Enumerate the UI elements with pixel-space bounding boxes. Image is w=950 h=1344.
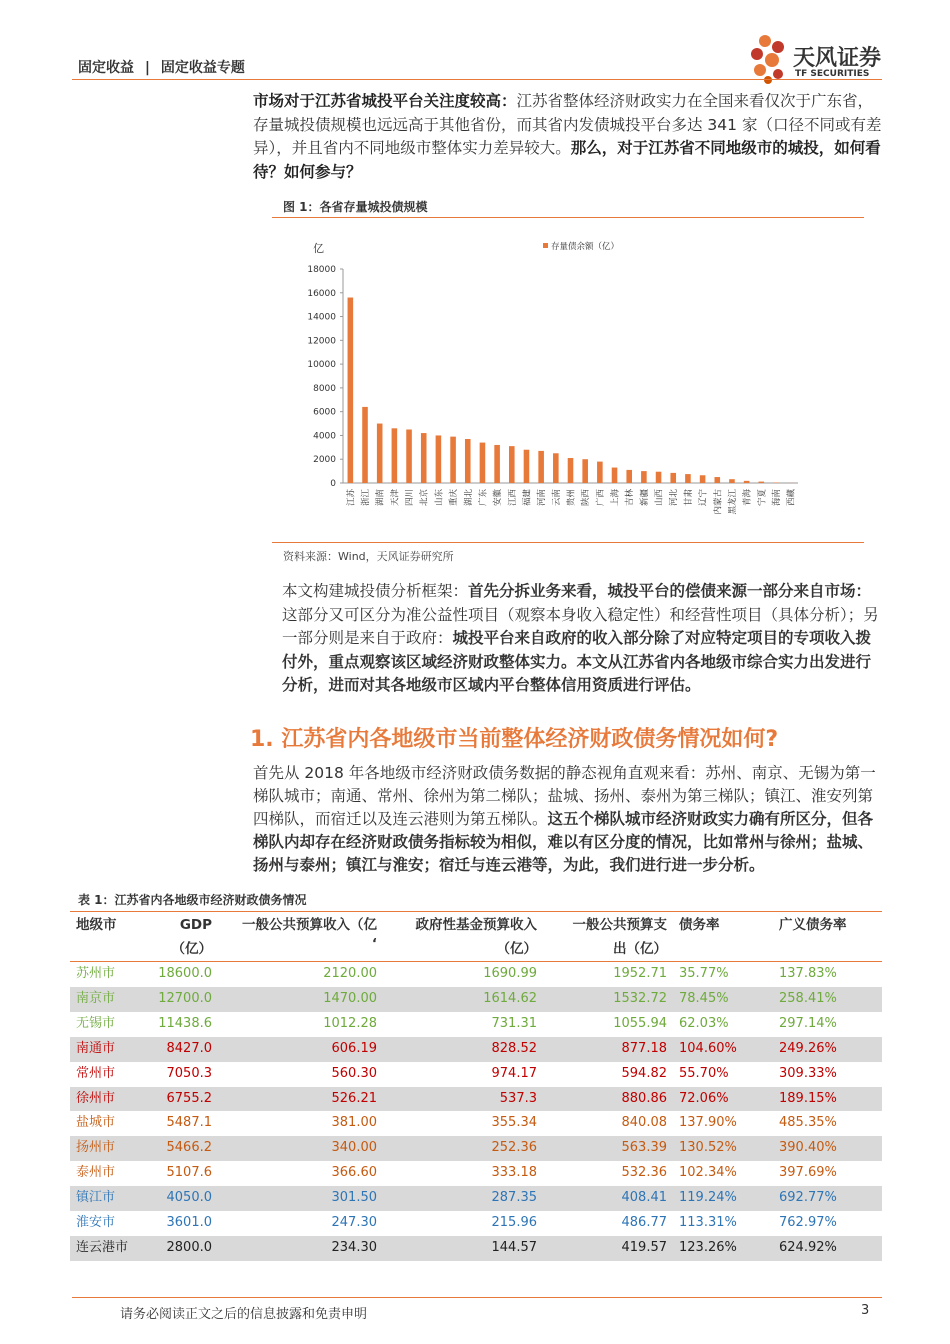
table-row <box>70 1037 882 1062</box>
cell-city: 苏州市 <box>76 966 116 981</box>
cell-exp: 1532.72 <box>543 987 673 1012</box>
cell-gdp: 3601.0 <box>166 1215 212 1231</box>
x-tick-label: 湖北 <box>463 489 474 507</box>
x-tick-label: 天津 <box>390 489 401 507</box>
x-tick-label: 上海 <box>610 489 621 507</box>
header-separator: | <box>144 60 150 76</box>
section1-p1: 首先从 2018 年各地级市经济财政债务数据的静态视角直观来看：苏州、南京、无锡为第一梯队城市；南通、常州、徐州为第二梯队；盐城、扬州、泰州为第三梯队；镇江、淮安列第四梯队，而宿迁以及连云港则为第五梯队。 <box>253 764 876 828</box>
table-row <box>70 962 882 987</box>
cell-city: 镇江市 <box>70 1186 144 1211</box>
cell-fund: 215.96 <box>491 1215 537 1231</box>
intro-bold-tail: 那么，对于江苏省不同地级市的城投，如何看待？如何参与？ <box>253 139 881 181</box>
cell-rev: 526.21 <box>218 1087 383 1112</box>
cell-debt: 130.52% <box>673 1136 773 1161</box>
x-tick-label: 吉林 <box>625 489 636 507</box>
cell-fund: 252.36 <box>383 1136 543 1161</box>
cell-gdp: 5107.6 <box>166 1165 212 1181</box>
cell-fund: 287.35 <box>383 1186 543 1211</box>
bar <box>480 443 486 483</box>
section-title: 1. 江苏省内各地级市当前整体经济财政债务情况如何? <box>250 727 779 752</box>
x-tick-label: 西藏 <box>786 489 797 507</box>
section1-paragraph <box>253 762 883 877</box>
x-tick-label: 浙江 <box>361 489 372 507</box>
cell-gdp: 18600.0 <box>158 966 212 981</box>
city-finance-table <box>70 913 882 1261</box>
bar <box>612 468 618 483</box>
y-tick-label: 4000 <box>313 431 336 442</box>
cell-exp: 1055.94 <box>613 1015 667 1031</box>
cell-exp: 532.36 <box>621 1165 667 1181</box>
cell-fund: 537.3 <box>383 1087 543 1112</box>
header-gdp: GDP（亿） <box>171 917 212 957</box>
figure-source: 资料来源：Wind，天风证券研究所 <box>283 550 454 563</box>
cell-debt: 102.34% <box>679 1165 737 1181</box>
cell-gdp: 7050.3 <box>166 1065 212 1081</box>
bar <box>553 453 559 483</box>
cell-exp: 594.82 <box>621 1065 667 1081</box>
intro-body: 江苏省整体经济财政实力在全国来看仅次于广东省，存量城投债规模也远远高于其他省份，而其省内发债城投平台多达 341 家（口径不同或有差异），并且省内不同地级市整体实力差异较大。 <box>253 92 882 157</box>
cell-broad: 258.41% <box>773 987 882 1012</box>
cell-city: 泰州市 <box>76 1165 116 1181</box>
cell-broad: 309.33% <box>779 1065 837 1081</box>
header-revenue-line2: ‘ <box>371 936 377 952</box>
cell-rev: 1470.00 <box>218 987 383 1012</box>
cell-city: 无锡市 <box>76 1015 116 1031</box>
header-expenditure-line2: 出（亿） <box>613 941 667 957</box>
x-tick-label: 辽宁 <box>698 489 709 507</box>
y-tick-label: 6000 <box>313 407 336 418</box>
footer-disclaimer: 请务必阅读正文之后的信息披露和免责申明 <box>120 1307 368 1322</box>
x-tick-label: 河北 <box>669 489 680 507</box>
cell-city: 南京市 <box>70 987 144 1012</box>
header-expenditure-line1: 一般公共预算支 <box>572 917 667 933</box>
bar <box>759 482 765 483</box>
x-tick-label: 江苏 <box>346 489 357 507</box>
intro-paragraph <box>253 90 883 184</box>
x-tick-label: 山西 <box>654 489 665 507</box>
cell-broad: 297.14% <box>779 1015 837 1031</box>
bar <box>670 473 676 483</box>
cell-fund: 1690.99 <box>483 966 537 981</box>
x-tick-label: 甘肃 <box>683 489 694 507</box>
bar <box>465 439 471 483</box>
cell-city: 徐州市 <box>70 1087 144 1112</box>
x-tick-label: 山东 <box>434 489 445 507</box>
bar <box>524 450 530 483</box>
logo-flower-icon <box>748 32 794 86</box>
legend-swatch <box>543 243 548 248</box>
bar <box>626 470 632 483</box>
header-breadcrumb <box>78 57 245 77</box>
table-row <box>70 1111 882 1136</box>
cell-debt: 35.77% <box>679 966 729 981</box>
page-number: 3 <box>861 1303 870 1318</box>
cell-exp: 880.86 <box>543 1087 673 1112</box>
x-tick-label: 广西 <box>595 489 606 507</box>
y-tick-label: 18000 <box>307 265 336 275</box>
bar <box>494 445 500 483</box>
y-tick-label: 12000 <box>307 336 336 347</box>
bar-chart <box>280 225 820 540</box>
cell-debt: 104.60% <box>673 1037 773 1062</box>
figure-title: 图 1：各省存量城投债规模 <box>283 200 428 214</box>
intro-bold-lead: 市场对于江苏省城投平台关注度较高： <box>253 92 517 110</box>
bar <box>509 446 515 483</box>
cell-rev: 301.50 <box>218 1186 383 1211</box>
cell-debt: 137.90% <box>679 1115 737 1131</box>
bar <box>436 435 442 483</box>
bar <box>348 298 354 483</box>
cell-rev: 1012.28 <box>323 1015 377 1031</box>
bar <box>450 437 456 483</box>
x-tick-label: 云南 <box>551 489 562 507</box>
header-divider <box>72 79 882 80</box>
cell-broad: 249.26% <box>773 1037 882 1062</box>
cell-debt: 123.26% <box>673 1236 773 1261</box>
x-tick-label: 湖南 <box>375 489 386 507</box>
cell-gdp: 4050.0 <box>144 1186 218 1211</box>
cell-gdp: 8427.0 <box>144 1037 218 1062</box>
section1-b1: 这五个梯队城市经济财政实力确有所区分，但各梯队内却存在经济财政债务指标较为相似，难以有区分度的情况，比如常州与徐州；盐城、扬州与泰州；镇江与淮安；宿迁与连云港等，为此，我们进行进一步分析。 <box>253 810 874 874</box>
cell-broad: 624.92% <box>773 1236 882 1261</box>
y-tick-label: 10000 <box>307 360 336 371</box>
x-tick-label: 江西 <box>507 489 518 507</box>
cell-exp: 408.41 <box>543 1186 673 1211</box>
framework-b1: 首先分拆业务来看，城投平台的偿债来源一部分来自市场： <box>468 582 872 600</box>
y-tick-label: 2000 <box>313 455 336 466</box>
cell-debt: 78.45% <box>673 987 773 1012</box>
cell-broad: 397.69% <box>779 1165 837 1181</box>
cell-city: 连云港市 <box>70 1236 144 1261</box>
cell-gdp: 5466.2 <box>144 1136 218 1161</box>
cell-exp: 840.08 <box>621 1115 667 1131</box>
bar <box>568 458 574 483</box>
cell-broad: 485.35% <box>779 1115 837 1131</box>
bar <box>700 475 706 483</box>
header-fund-line1: 政府性基金预算收入 <box>415 917 537 933</box>
cell-rev: 340.00 <box>218 1136 383 1161</box>
x-tick-label: 新疆 <box>639 489 650 507</box>
x-tick-label: 贵州 <box>566 489 577 507</box>
x-tick-label: 青海 <box>742 489 753 507</box>
cell-broad: 137.83% <box>779 966 837 981</box>
table-row <box>70 1236 882 1261</box>
cell-city: 常州市 <box>76 1065 116 1081</box>
table-row <box>70 1161 882 1186</box>
bar <box>392 428 398 483</box>
y-tick-label: 14000 <box>307 312 336 323</box>
cell-rev: 606.19 <box>218 1037 383 1062</box>
x-tick-label: 内蒙古 <box>713 489 724 515</box>
bar <box>729 479 735 483</box>
cell-rev: 234.30 <box>218 1236 383 1261</box>
framework-p1: 本文构建城投债分析框架： <box>282 582 469 600</box>
bar <box>656 472 662 483</box>
logo-text-cn: 天风证券 <box>793 46 882 71</box>
company-logo <box>748 30 888 86</box>
legend-label: 存量债余额（亿） <box>551 242 620 252</box>
table-row <box>70 1211 882 1236</box>
cell-debt: 72.06% <box>673 1087 773 1112</box>
x-tick-label: 海南 <box>771 489 782 507</box>
header-city: 地级市 <box>76 917 117 933</box>
bar <box>744 481 750 483</box>
x-tick-label: 安徽 <box>493 489 504 507</box>
cell-rev: 247.30 <box>331 1215 377 1231</box>
cell-rev: 366.60 <box>331 1165 377 1181</box>
cell-broad: 390.40% <box>773 1136 882 1161</box>
cell-city: 扬州市 <box>70 1136 144 1161</box>
y-tick-label: 8000 <box>313 383 336 394</box>
logo-text-en: TF SECURITIES <box>795 69 870 79</box>
x-tick-label: 陕西 <box>581 489 592 507</box>
x-tick-label: 广东 <box>478 489 489 507</box>
cell-debt: 119.24% <box>673 1186 773 1211</box>
framework-paragraph <box>282 580 882 698</box>
bar <box>362 407 368 483</box>
cell-exp: 486.77 <box>621 1215 667 1231</box>
x-tick-label: 黑龙江 <box>727 489 738 515</box>
cell-exp: 877.18 <box>543 1037 673 1062</box>
header-fund-line2: （亿） <box>496 941 537 957</box>
x-tick-label: 重庆 <box>449 489 460 507</box>
table-row <box>70 1012 882 1037</box>
bar <box>714 477 720 483</box>
table-row <box>70 1186 882 1211</box>
cell-broad: 762.97% <box>779 1215 837 1231</box>
cell-city: 淮安市 <box>76 1215 116 1231</box>
header-broad-debt-ratio: 广义债务率 <box>779 917 847 933</box>
cell-gdp: 11438.6 <box>158 1015 212 1031</box>
cell-city: 盐城市 <box>76 1115 116 1131</box>
cell-fund: 1614.62 <box>383 987 543 1012</box>
bar <box>406 430 412 484</box>
bar <box>538 451 544 483</box>
table-row <box>70 987 882 1012</box>
table-row <box>70 1062 882 1087</box>
cell-debt: 62.03% <box>679 1015 729 1031</box>
bar <box>597 462 603 483</box>
cell-debt: 55.70% <box>679 1065 729 1081</box>
cell-debt: 113.31% <box>679 1215 737 1231</box>
header-revenue-line1: 一般公共预算收入（亿 <box>242 917 377 933</box>
cell-rev: 560.30 <box>331 1065 377 1081</box>
table-row <box>70 1136 882 1161</box>
cell-fund: 333.18 <box>491 1165 537 1181</box>
table-row <box>70 1087 882 1112</box>
cell-rev: 2120.00 <box>323 966 377 981</box>
bar <box>582 459 588 483</box>
bar <box>377 424 383 483</box>
cell-gdp: 12700.0 <box>144 987 218 1012</box>
y-tick-label: 16000 <box>307 288 336 299</box>
header-debt-ratio: 债务率 <box>679 917 720 933</box>
header-section: 固定收益 <box>78 60 134 76</box>
cell-fund: 144.57 <box>383 1236 543 1261</box>
x-tick-label: 河南 <box>537 489 548 507</box>
cell-exp: 563.39 <box>543 1136 673 1161</box>
cell-broad: 189.15% <box>773 1087 882 1112</box>
figure-top-rule <box>272 217 864 218</box>
framework-b2: 城投平台来自政府的收入部分除了对应特定项目的专项收入拨付外，重点观察该区域经济财政整体实力。本文从江苏省内各地级市综合实力出发进行分析，进而对其各地级市区域内平台整体信用资质进行评估。 <box>282 629 872 694</box>
footer-divider <box>72 1297 882 1298</box>
table-header-row <box>70 913 882 962</box>
framework-p2: 这部分又可区分为准公益性项目（观察本身收入稳定性）和经营性项目（具体分析）；另一部分则是来自于政府： <box>282 605 879 647</box>
cell-exp: 1952.71 <box>613 966 667 981</box>
cell-gdp: 5487.1 <box>166 1115 212 1131</box>
bar <box>685 474 691 483</box>
cell-gdp: 6755.2 <box>144 1087 218 1112</box>
x-tick-label: 福建 <box>522 489 533 507</box>
y-tick-label: 0 <box>330 479 336 489</box>
cell-fund: 828.52 <box>383 1037 543 1062</box>
cell-broad: 692.77% <box>773 1186 882 1211</box>
cell-rev: 381.00 <box>331 1115 377 1131</box>
x-tick-label: 北京 <box>419 489 430 507</box>
bar <box>421 433 427 483</box>
header-expenditure <box>543 913 673 962</box>
cell-fund: 355.34 <box>491 1115 537 1131</box>
figure-bottom-rule <box>272 542 864 543</box>
cell-fund: 731.31 <box>491 1015 537 1031</box>
cell-fund: 974.17 <box>491 1065 537 1081</box>
x-tick-label: 宁夏 <box>757 489 768 507</box>
bar <box>641 471 647 483</box>
x-tick-label: 四川 <box>405 489 416 507</box>
cell-city: 南通市 <box>70 1037 144 1062</box>
header-revenue <box>218 913 383 962</box>
header-fund <box>383 913 543 962</box>
cell-gdp: 2800.0 <box>144 1236 218 1261</box>
y-axis-label: 亿 <box>313 242 324 255</box>
table-title: 表 1：江苏省内各地级市经济财政债务情况 <box>78 893 307 907</box>
table-top-rule <box>70 911 882 912</box>
header-subsection: 固定收益专题 <box>160 60 245 76</box>
cell-exp: 419.57 <box>543 1236 673 1261</box>
